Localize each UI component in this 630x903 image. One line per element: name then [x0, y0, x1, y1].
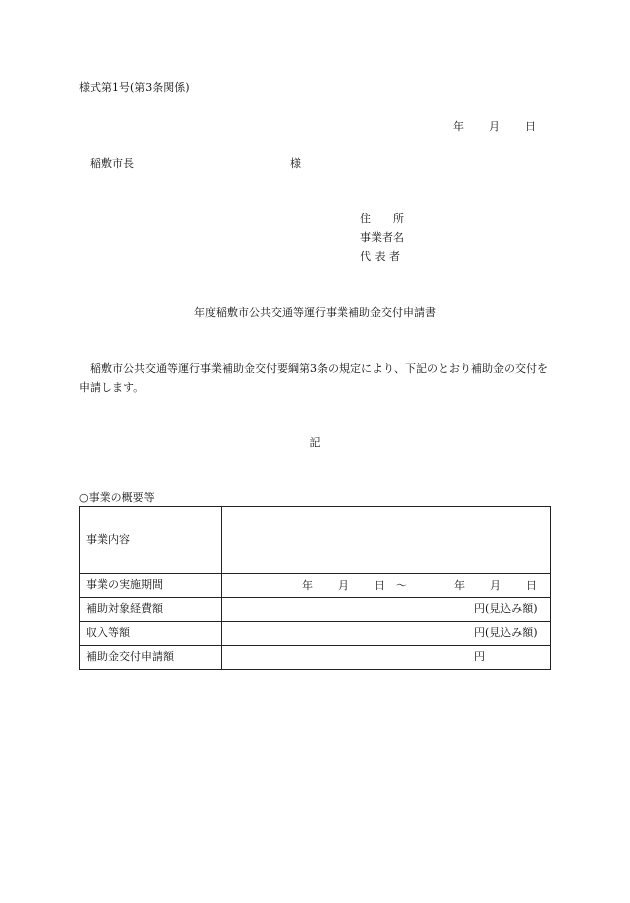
row-label-income: 収入等額 [80, 622, 222, 646]
section-title: ○事業の概要等 [79, 491, 155, 504]
form-number: 様式第1号(第3条関係) [79, 81, 190, 94]
row-label-period: 事業の実施期間 [80, 574, 222, 598]
overview-table [79, 506, 551, 670]
applicant-business-name-label: 事業者名 [360, 231, 404, 244]
period-end-day: 日 [526, 579, 537, 592]
table-row [80, 622, 551, 646]
row-label-eligible-cost: 補助対象経費額 [80, 598, 222, 622]
row-value-requested-amount [222, 646, 551, 670]
body-text: 稲敷市公共交通等運行事業補助金交付要綱第3条の規定により、下記のとおり補助金の交付を申請します。 [79, 362, 548, 394]
row-value-content [222, 507, 551, 574]
period-start-day: 日 [374, 579, 385, 592]
applicant-representative-label: 代 表 者 [360, 250, 400, 263]
table-row [80, 646, 551, 670]
period-end-year: 年 [454, 579, 465, 592]
addressee: 稲敷市長 [90, 157, 134, 170]
period-start-month: 月 [338, 579, 349, 592]
row-value-period [222, 574, 551, 598]
row-label-content: 事業内容 [80, 507, 222, 574]
honorific: 様 [290, 157, 301, 170]
record-heading: 記 [309, 436, 321, 449]
income-unit: 円(見込み額) [474, 626, 538, 640]
table-row [80, 507, 551, 574]
row-value-income [222, 622, 551, 646]
period-tilde: ～ [396, 579, 407, 592]
table-row [80, 574, 551, 598]
applicant-address-label: 住 所 [360, 212, 404, 225]
date-day-label: 日 [525, 120, 536, 133]
document-title: 年度稲敷市公共交通等運行事業補助金交付申請書 [194, 306, 436, 319]
row-label-requested-amount: 補助金交付申請額 [80, 646, 222, 670]
row-value-eligible-cost [222, 598, 551, 622]
date-month-label: 月 [489, 120, 500, 133]
table-row [80, 598, 551, 622]
period-end-month: 月 [490, 579, 501, 592]
date-year-label: 年 [453, 120, 464, 133]
eligible-cost-unit: 円(見込み額) [474, 602, 538, 616]
requested-amount-unit: 円 [474, 650, 485, 664]
period-start-year: 年 [302, 579, 313, 592]
